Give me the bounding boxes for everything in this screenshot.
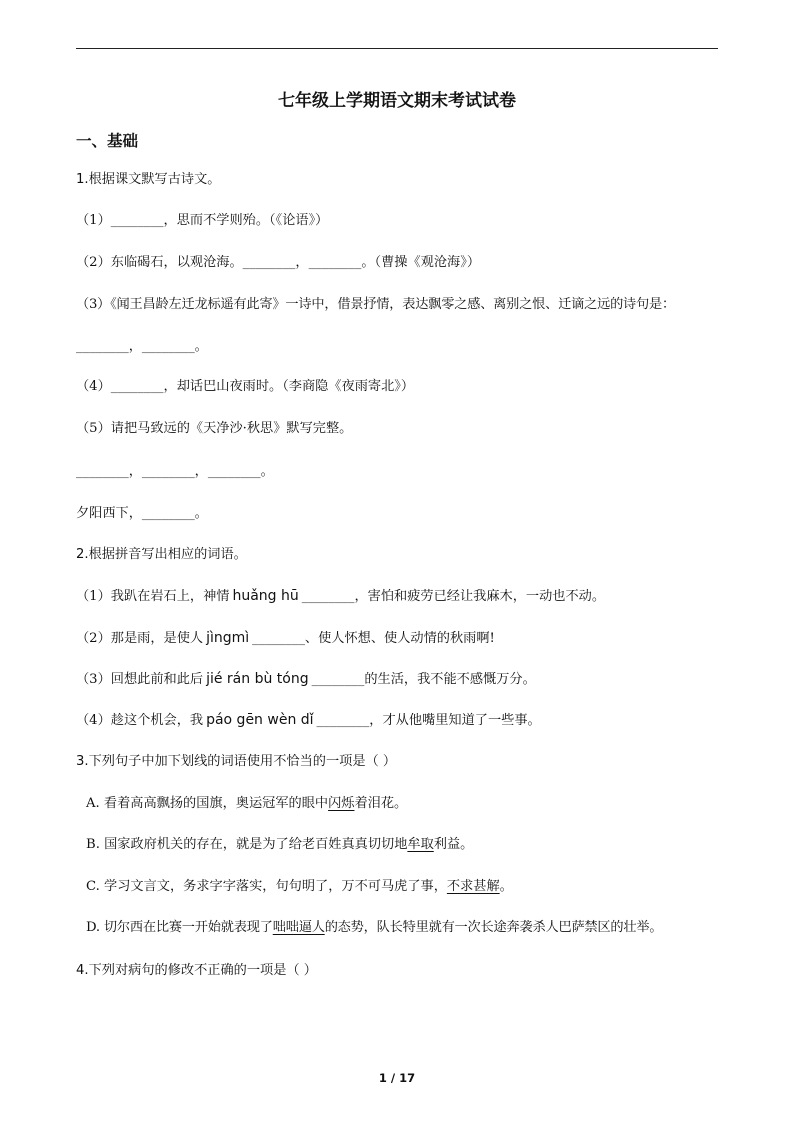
q3-option-b-rest: 利益。 (433, 837, 474, 852)
q1-part3-blanks: ________，________。 (76, 339, 208, 354)
q1-part1: （1）________，思而不学则殆。（《论语》） (76, 213, 329, 228)
q3-option-b-text: B. 国家政府机关的存在，就是为了给老百姓真真切切地 (86, 837, 408, 852)
q1-part5-blanks-a: ________，________，________。 (76, 464, 274, 479)
q2-item1-text: （1）我趴在岩石上，神情 (76, 589, 230, 604)
q3-option-b-underlined: 牟取 (407, 837, 434, 852)
q3-option-a-rest: 着泪花。 (354, 796, 408, 811)
q3-option-c-text: C. 学习文言文，务求字字落实，句句明了，万不可马虎了事， (86, 879, 447, 894)
q1-part2: （2）东临碣石，以观沧海。________，________。（曹操《观沧海》） (76, 255, 481, 270)
section-heading: 一、基础 (76, 132, 139, 150)
q2-item2-text: （2）那是雨，是使人 (76, 631, 204, 646)
q2-item4-text: （4）趁这个机会，我 (76, 713, 204, 728)
q3-option-c (86, 878, 513, 896)
q2-item3 (76, 670, 536, 689)
q3-option-c-rest: 。 (499, 879, 513, 894)
q2-item3-pinyin: jié rán bù tóng (206, 671, 309, 687)
q3-option-a-underlined: 闪烁 (328, 796, 355, 811)
q2-item3-text: （3）回想此前和此后 (76, 672, 204, 687)
q2-item1-rest: ________，害怕和疲劳已经让我麻木，一动也不动。 (301, 589, 606, 604)
q4-stem: 4.下列对病句的修改不正确的一项是（ ） (76, 963, 317, 978)
q2-item2-rest: ________、使人怀想、使人动情的秋雨啊! (252, 631, 495, 646)
q2-item1-pinyin: huǎng hū (232, 588, 299, 604)
q2-stem: 2.根据拼音写出相应的词语。 (76, 547, 247, 562)
q3-option-d (86, 919, 662, 937)
q1-part5: （5）请把马致远的《天净沙·秋思》默写完整。 (76, 421, 353, 436)
q2-item2 (76, 629, 495, 648)
q3-option-d-rest: 的态势，队长特里就有一次长途奔袭杀人巴萨禁区的壮举。 (324, 920, 663, 935)
q3-option-c-underlined: 不求甚解 (446, 879, 500, 894)
q2-item4 (76, 711, 541, 730)
page-title: 七年级上学期语文期末考试试卷 (278, 91, 516, 111)
q2-item4-rest: ________，才从他嘴里知道了一些事。 (316, 713, 541, 728)
q3-option-d-underlined: 咄咄逼人 (272, 920, 325, 935)
page-number: 1 / 17 (378, 1071, 416, 1085)
q2-item2-pinyin: jìngmì (206, 630, 250, 646)
q1-part5-blanks-b: 夕阳西下，________。 (76, 506, 208, 521)
q3-option-b (86, 836, 473, 854)
q2-item1 (76, 587, 605, 606)
q3-option-a (86, 795, 407, 813)
header-rule (76, 48, 718, 49)
q1-part3: （3）《闻王昌龄左迁龙标遥有此寄》一诗中，借景抒情，表达飘零之感、离别之恨、迁谪之远的诗句是： (76, 297, 676, 312)
q3-option-d-text: D. 切尔西在比赛一开始就表现了 (86, 920, 273, 935)
q1-stem: 1.根据课文默写古诗文。 (76, 172, 221, 187)
q2-item3-rest: ________的生活，我不能不感慨万分。 (311, 672, 536, 687)
q1-part4: （4）________，却话巴山夜雨时。（李商隐《夜雨寄北》） (76, 379, 415, 394)
q3-stem: 3.下列句子中加下划线的词语使用不恰当的一项是（ ） (76, 754, 397, 769)
q3-option-a-text: A. 看着高高飘扬的国旗，奥运冠军的眼中 (86, 796, 329, 811)
q2-item4-pinyin: páo gēn wèn dǐ (206, 712, 314, 728)
